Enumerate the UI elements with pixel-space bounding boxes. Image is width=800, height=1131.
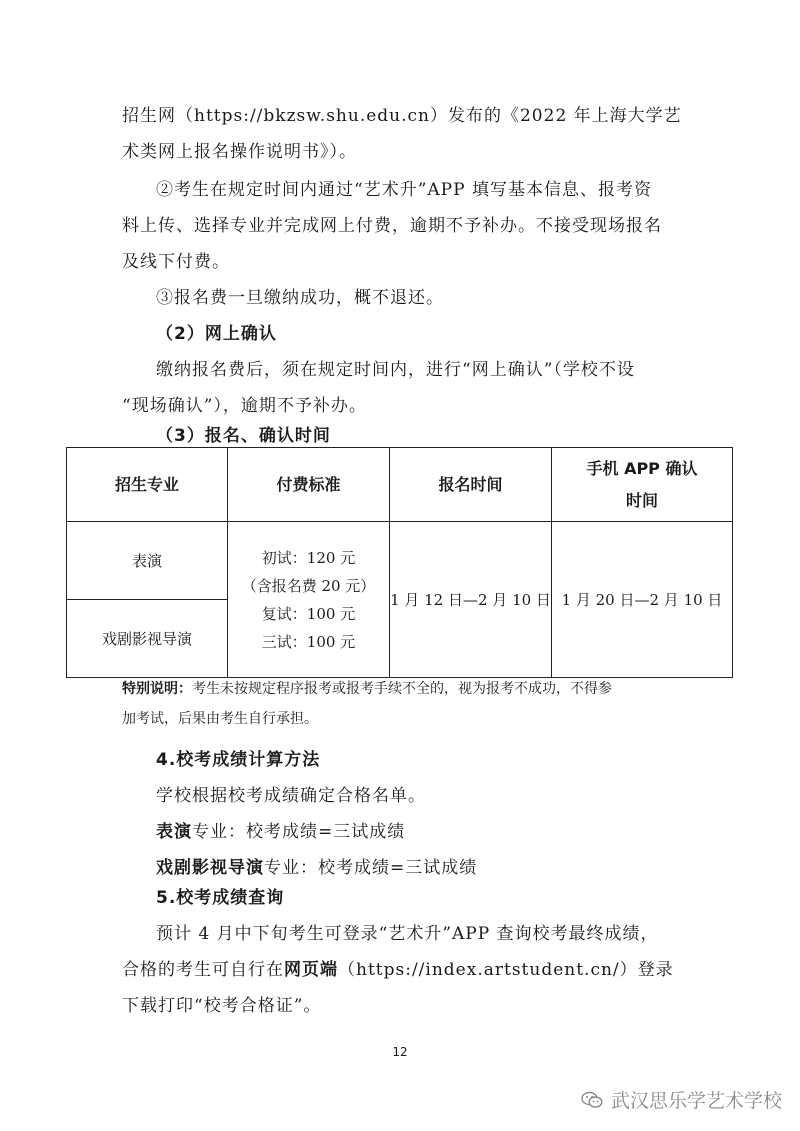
web-portal-label: 网页端 xyxy=(284,960,338,980)
paragraph-line: 下载打印“校考合格证”。 xyxy=(122,996,322,1016)
score-formula: 专业：校考成绩=三试成绩 xyxy=(264,858,478,878)
text-span: 合格的考生可自行在 xyxy=(122,960,284,980)
watermark-text: 武汉思乐学艺术学校 xyxy=(610,1090,782,1112)
subheading-online-confirm: （2）网上确认 xyxy=(156,324,277,344)
table-row xyxy=(67,522,733,600)
paragraph-line: 缴纳报名费后，须在规定时间内，进行“网上确认”（学校不设 xyxy=(156,360,635,380)
confirm-time-cell: 1 月 20 日—2 月 10 日 xyxy=(552,522,733,678)
registration-table xyxy=(66,447,733,678)
paragraph-line xyxy=(156,814,716,850)
text-span: （https://index.artstudent.cn/）登录 xyxy=(338,960,674,980)
fee-cell xyxy=(228,522,390,678)
fee-line: 初试：120 元 xyxy=(261,548,356,567)
watermark xyxy=(581,1086,782,1113)
paragraph-line xyxy=(122,952,682,988)
major-cell: 戏剧影视导演 xyxy=(67,600,228,678)
header-reg-time: 报名时间 xyxy=(390,448,552,522)
paragraph-line: 术类网上报名操作说明书》）。 xyxy=(122,142,357,162)
header-confirm-line1: 手机 APP 确认 xyxy=(586,458,698,478)
major-cell: 表演 xyxy=(67,522,228,600)
major-directing: 戏剧影视导演 xyxy=(156,858,264,878)
fee-line: 复试：100 元 xyxy=(261,604,356,623)
header-confirm-time xyxy=(552,448,733,522)
table-header-row xyxy=(67,448,733,522)
header-fee: 付费标准 xyxy=(228,448,390,522)
paragraph-line: “现场确认”），逾期不予补办。 xyxy=(122,396,367,416)
paragraph-line: 料上传、选择专业并完成网上付费，逾期不予补办。不接受现场报名 xyxy=(122,216,662,236)
page-number: 12 xyxy=(392,1045,408,1059)
major-performance: 表演 xyxy=(156,822,192,842)
fee-line: （含报名费 20 元） xyxy=(241,576,376,595)
special-note-line: 加考试，后果由考生自行承担。 xyxy=(122,711,318,727)
special-note-label: 特别说明： xyxy=(122,681,192,697)
special-note-text: 考生未按规定程序报考或报考手续不全的，视为报考不成功，不得参 xyxy=(192,681,612,697)
section5-title: 5.校考成绩查询 xyxy=(156,888,285,908)
fee-line: 三试：100 元 xyxy=(261,632,356,651)
score-formula: 专业：校考成绩=三试成绩 xyxy=(192,822,406,842)
paragraph-line: 预计 4 月中下旬考生可登录“艺术升”APP 查询校考最终成绩， xyxy=(156,924,659,944)
header-major: 招生专业 xyxy=(67,448,228,522)
subheading-time: （3）报名、确认时间 xyxy=(156,426,331,446)
paragraph-line: 学校根据校考成绩确定合格名单。 xyxy=(156,786,426,806)
paragraph-line: 招生网（https://bkzsw.shu.edu.cn）发布的《2022 年上海大学艺 xyxy=(122,106,682,126)
header-confirm-line2: 时间 xyxy=(625,490,658,510)
paragraph-line: ②考生在规定时间内通过“艺术升”APP 填写基本信息、报考资 xyxy=(156,180,652,200)
paragraph-line: ③报名费一旦缴纳成功，概不退还。 xyxy=(156,288,444,308)
reg-time-cell: 1 月 12 日—2 月 10 日 xyxy=(390,522,552,678)
section4-title: 4.校考成绩计算方法 xyxy=(156,750,321,770)
paragraph-line: 及线下付费。 xyxy=(122,252,230,272)
special-note-line xyxy=(122,674,712,704)
wechat-icon xyxy=(581,1091,603,1109)
